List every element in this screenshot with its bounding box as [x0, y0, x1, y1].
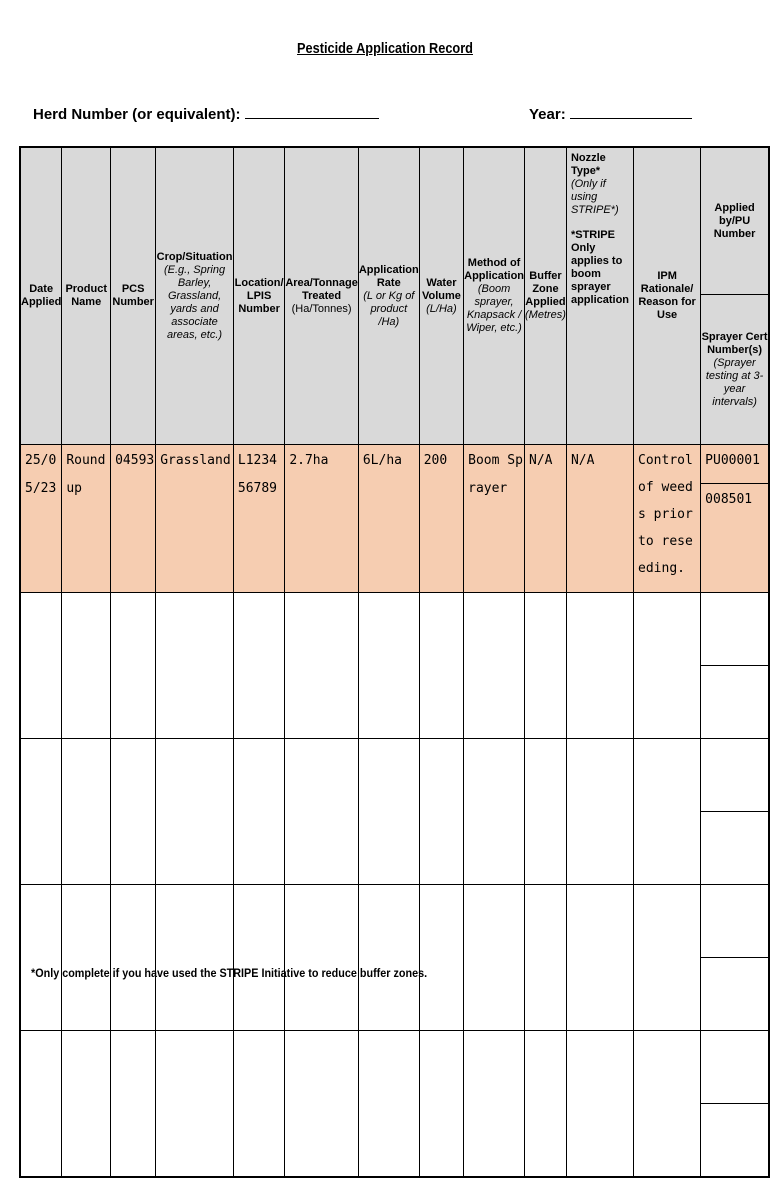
empty-cell[interactable]	[464, 593, 525, 739]
empty-cell[interactable]	[156, 885, 234, 1031]
empty-cell[interactable]	[62, 739, 111, 885]
empty-cell[interactable]	[419, 593, 463, 739]
empty-cell[interactable]	[419, 885, 463, 1031]
empty-cell[interactable]	[464, 1031, 525, 1177]
header-buffer: Buffer Zone Applied (Metres)	[525, 148, 567, 445]
empty-cell[interactable]	[701, 1104, 769, 1177]
year-field[interactable]	[529, 104, 692, 123]
empty-cell[interactable]	[285, 593, 359, 739]
empty-cell[interactable]	[62, 1031, 111, 1177]
cell-method[interactable]: Boom Sprayer	[464, 445, 525, 593]
empty-cell[interactable]	[111, 1031, 156, 1177]
cell-location[interactable]: L123456789	[233, 445, 284, 593]
empty-cell[interactable]	[525, 593, 567, 739]
empty-cell[interactable]	[634, 593, 701, 739]
header-rate: Application Rate (L or Kg of product /Ha)	[358, 148, 419, 445]
header-sprayer-cert: Sprayer Cert Number(s) (Sprayer testing at 3-year intervals)	[701, 295, 769, 445]
empty-cell[interactable]	[566, 1031, 633, 1177]
table-row	[21, 885, 769, 958]
empty-cell[interactable]	[634, 739, 701, 885]
year-label: Year:	[529, 106, 566, 123]
herd-number-field[interactable]	[33, 104, 379, 123]
empty-cell[interactable]	[21, 593, 62, 739]
herd-number-label: Herd Number (or equivalent):	[33, 106, 241, 123]
table-row	[21, 739, 769, 812]
empty-cell[interactable]	[358, 885, 419, 1031]
empty-cell[interactable]	[156, 739, 234, 885]
cell-sprayer-cert[interactable]: 008501	[701, 484, 769, 593]
cell-pcs[interactable]: 04593	[111, 445, 156, 593]
empty-cell[interactable]	[111, 885, 156, 1031]
empty-cell[interactable]	[634, 1031, 701, 1177]
empty-cell[interactable]	[21, 1031, 62, 1177]
empty-cell[interactable]	[419, 739, 463, 885]
stripe-footnote: *Only complete if you have used the STRIPE Initiative to reduce buffer zones.	[31, 966, 428, 980]
header-applied-by: Applied by/PU Number	[701, 148, 769, 295]
page-title: Pesticide Application Record	[297, 40, 473, 57]
cell-area[interactable]: 2.7ha	[285, 445, 359, 593]
empty-cell[interactable]	[285, 739, 359, 885]
empty-cell[interactable]	[21, 739, 62, 885]
cell-applied-by[interactable]: PU00001	[701, 445, 769, 484]
empty-cell[interactable]	[156, 593, 234, 739]
herd-number-blank[interactable]	[245, 104, 379, 119]
header-water: Water Volume (L/Ha)	[419, 148, 463, 445]
header-date: Date Applied	[21, 148, 62, 445]
empty-cell[interactable]	[156, 1031, 234, 1177]
empty-cell[interactable]	[701, 666, 769, 739]
empty-cell[interactable]	[62, 593, 111, 739]
empty-cell[interactable]	[358, 739, 419, 885]
header-location: Location/ LPIS Number	[233, 148, 284, 445]
empty-cell[interactable]	[419, 1031, 463, 1177]
cell-date[interactable]: 25/05/23	[21, 445, 62, 593]
cell-crop[interactable]: Grassland	[156, 445, 234, 593]
empty-cell[interactable]	[285, 885, 359, 1031]
application-record-table	[19, 146, 770, 1178]
header-product: Product Name	[62, 148, 111, 445]
empty-cell[interactable]	[62, 885, 111, 1031]
empty-cell[interactable]	[566, 885, 633, 1031]
header-row	[21, 148, 769, 295]
cell-nozzle[interactable]: N/A	[566, 445, 633, 593]
empty-cell[interactable]	[233, 593, 284, 739]
cell-water[interactable]: 200	[419, 445, 463, 593]
header-pcs: PCS Number	[111, 148, 156, 445]
empty-cell[interactable]	[525, 885, 567, 1031]
empty-cell[interactable]	[701, 1031, 769, 1104]
empty-cell[interactable]	[358, 1031, 419, 1177]
empty-cell[interactable]	[464, 885, 525, 1031]
header-crop: Crop/Situation (E.g., Spring Barley, Grassland, yards and associate areas, etc.)	[156, 148, 234, 445]
table-row	[21, 445, 769, 484]
empty-cell[interactable]	[111, 593, 156, 739]
empty-cell[interactable]	[525, 739, 567, 885]
empty-cell[interactable]	[111, 739, 156, 885]
empty-cell[interactable]	[701, 958, 769, 1031]
header-method: Method of Application (Boom sprayer, Knapsack / Wiper, etc.)	[464, 148, 525, 445]
header-nozzle: Nozzle Type* (Only if using STRIPE*) *STRIPE Only applies to boom sprayer application	[566, 148, 633, 445]
empty-cell[interactable]	[701, 885, 769, 958]
empty-cell[interactable]	[285, 1031, 359, 1177]
empty-cell[interactable]	[464, 739, 525, 885]
empty-cell[interactable]	[701, 593, 769, 666]
empty-cell[interactable]	[233, 739, 284, 885]
empty-cell[interactable]	[701, 812, 769, 885]
table-row	[21, 593, 769, 666]
empty-cell[interactable]	[525, 1031, 567, 1177]
cell-ipm[interactable]: Control of weeds prior to reseeding.	[634, 445, 701, 593]
empty-cell[interactable]	[233, 1031, 284, 1177]
cell-rate[interactable]: 6L/ha	[358, 445, 419, 593]
cell-buffer[interactable]: N/A	[525, 445, 567, 593]
header-area: Area/Tonnage Treated (Ha/Tonnes)	[285, 148, 359, 445]
empty-cell[interactable]	[21, 885, 62, 1031]
empty-cell[interactable]	[701, 739, 769, 812]
header-ipm: IPM Rationale/ Reason for Use	[634, 148, 701, 445]
table-row	[21, 1031, 769, 1104]
empty-cell[interactable]	[566, 593, 633, 739]
cell-product[interactable]: Roundup	[62, 445, 111, 593]
empty-cell[interactable]	[566, 739, 633, 885]
empty-cell[interactable]	[233, 885, 284, 1031]
year-blank[interactable]	[570, 104, 692, 119]
empty-cell[interactable]	[634, 885, 701, 1031]
empty-cell[interactable]	[358, 593, 419, 739]
